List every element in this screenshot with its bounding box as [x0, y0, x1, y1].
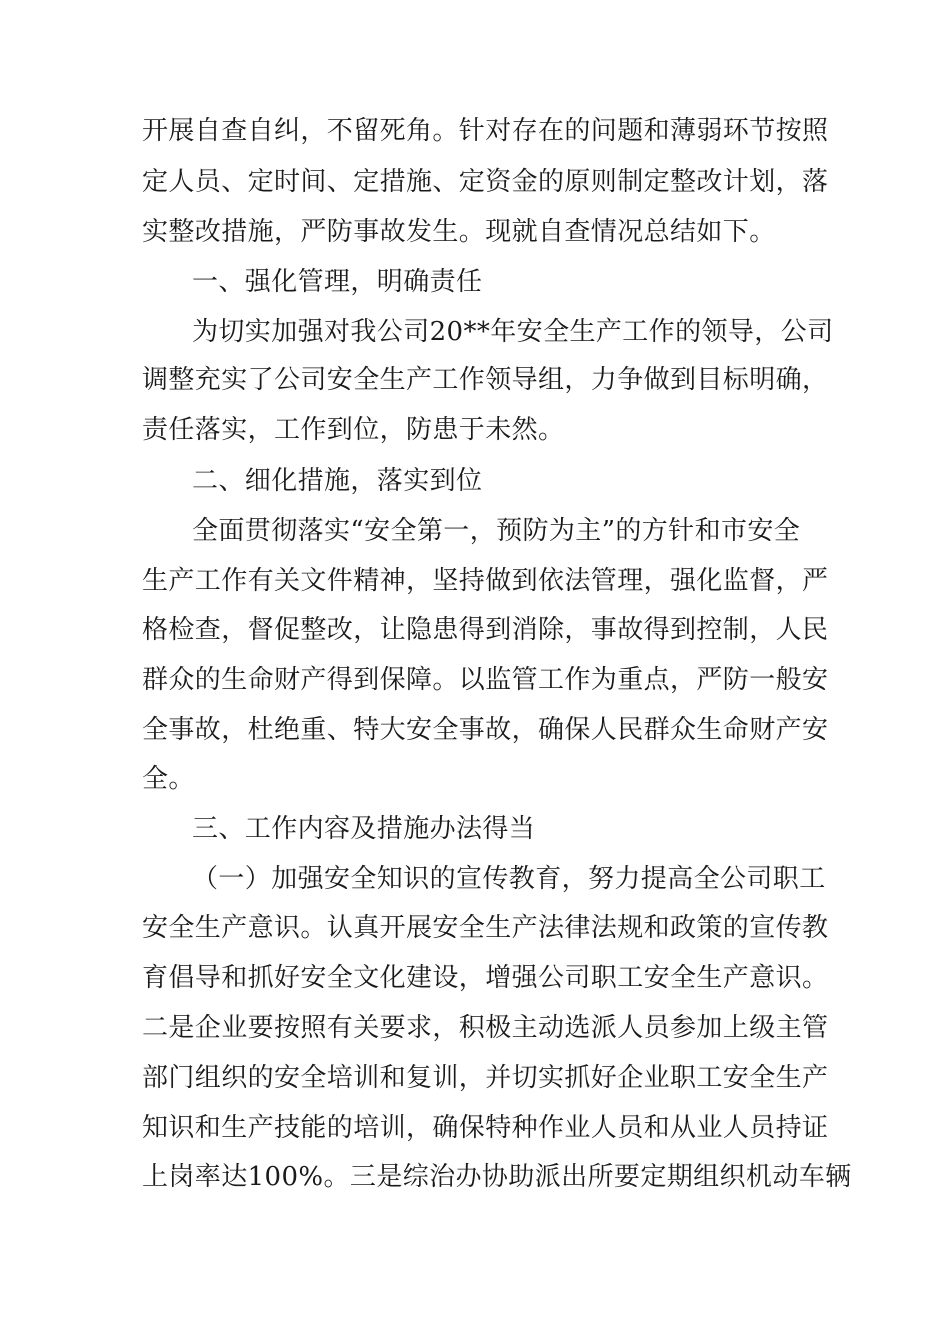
text-line: 上岗率达100%。三是综治办协助派出所要定期组织机动车辆 — [142, 1162, 852, 1192]
text-line: 实整改措施，严防事故发生。现就自查情况总结如下。 — [142, 217, 776, 247]
text-line: 安全生产意识。认真开展安全生产法律法规和政策的宣传教 — [142, 913, 829, 943]
text-line: 群众的生命财产得到保障。以监管工作为重点，严防一般安 — [142, 665, 829, 695]
text-line: 育倡导和抓好安全文化建设，增强公司职工安全生产意识。 — [142, 963, 829, 993]
text-line: 部门组织的安全培训和复训，并切实抓好企业职工安全生产 — [142, 1063, 829, 1093]
text-line: 为切实加强对我公司20**年安全生产工作的领导，公司 — [192, 317, 834, 347]
text-line: 生产工作有关文件精神，坚持做到依法管理，强化监督，严 — [142, 566, 829, 596]
text-line: 全。 — [142, 764, 195, 794]
section-heading: 二、细化措施，落实到位 — [192, 466, 483, 496]
text-line: 二是企业要按照有关要求，积极主动选派人员参加上级主管 — [142, 1013, 829, 1043]
text-line: 调整充实了公司安全生产工作领导组，力争做到目标明确， — [142, 365, 829, 395]
text-line: 全事故，杜绝重、特大安全事故，确保人民群众生命财产安 — [142, 715, 829, 745]
text-line: （一）加强安全知识的宣传教育，努力提高全公司职工 — [192, 864, 826, 894]
text-line: 责任落实，工作到位，防患于未然。 — [142, 415, 565, 445]
text-line: 开展自查自纠，不留死角。针对存在的问题和薄弱环节按照 — [142, 116, 829, 146]
text-line: 全面贯彻落实“安全第一，预防为主”的方针和市安全 — [192, 516, 801, 546]
text-line: 定人员、定时间、定措施、定资金的原则制定整改计划，落 — [142, 167, 829, 197]
text-line: 知识和生产技能的培训，确保特种作业人员和从业人员持证 — [142, 1113, 829, 1143]
text-line: 格检查，督促整改，让隐患得到消除，事故得到控制，人民 — [142, 615, 829, 645]
section-heading: 三、工作内容及措施办法得当 — [192, 814, 536, 844]
section-heading: 一、强化管理，明确责任 — [192, 267, 483, 297]
